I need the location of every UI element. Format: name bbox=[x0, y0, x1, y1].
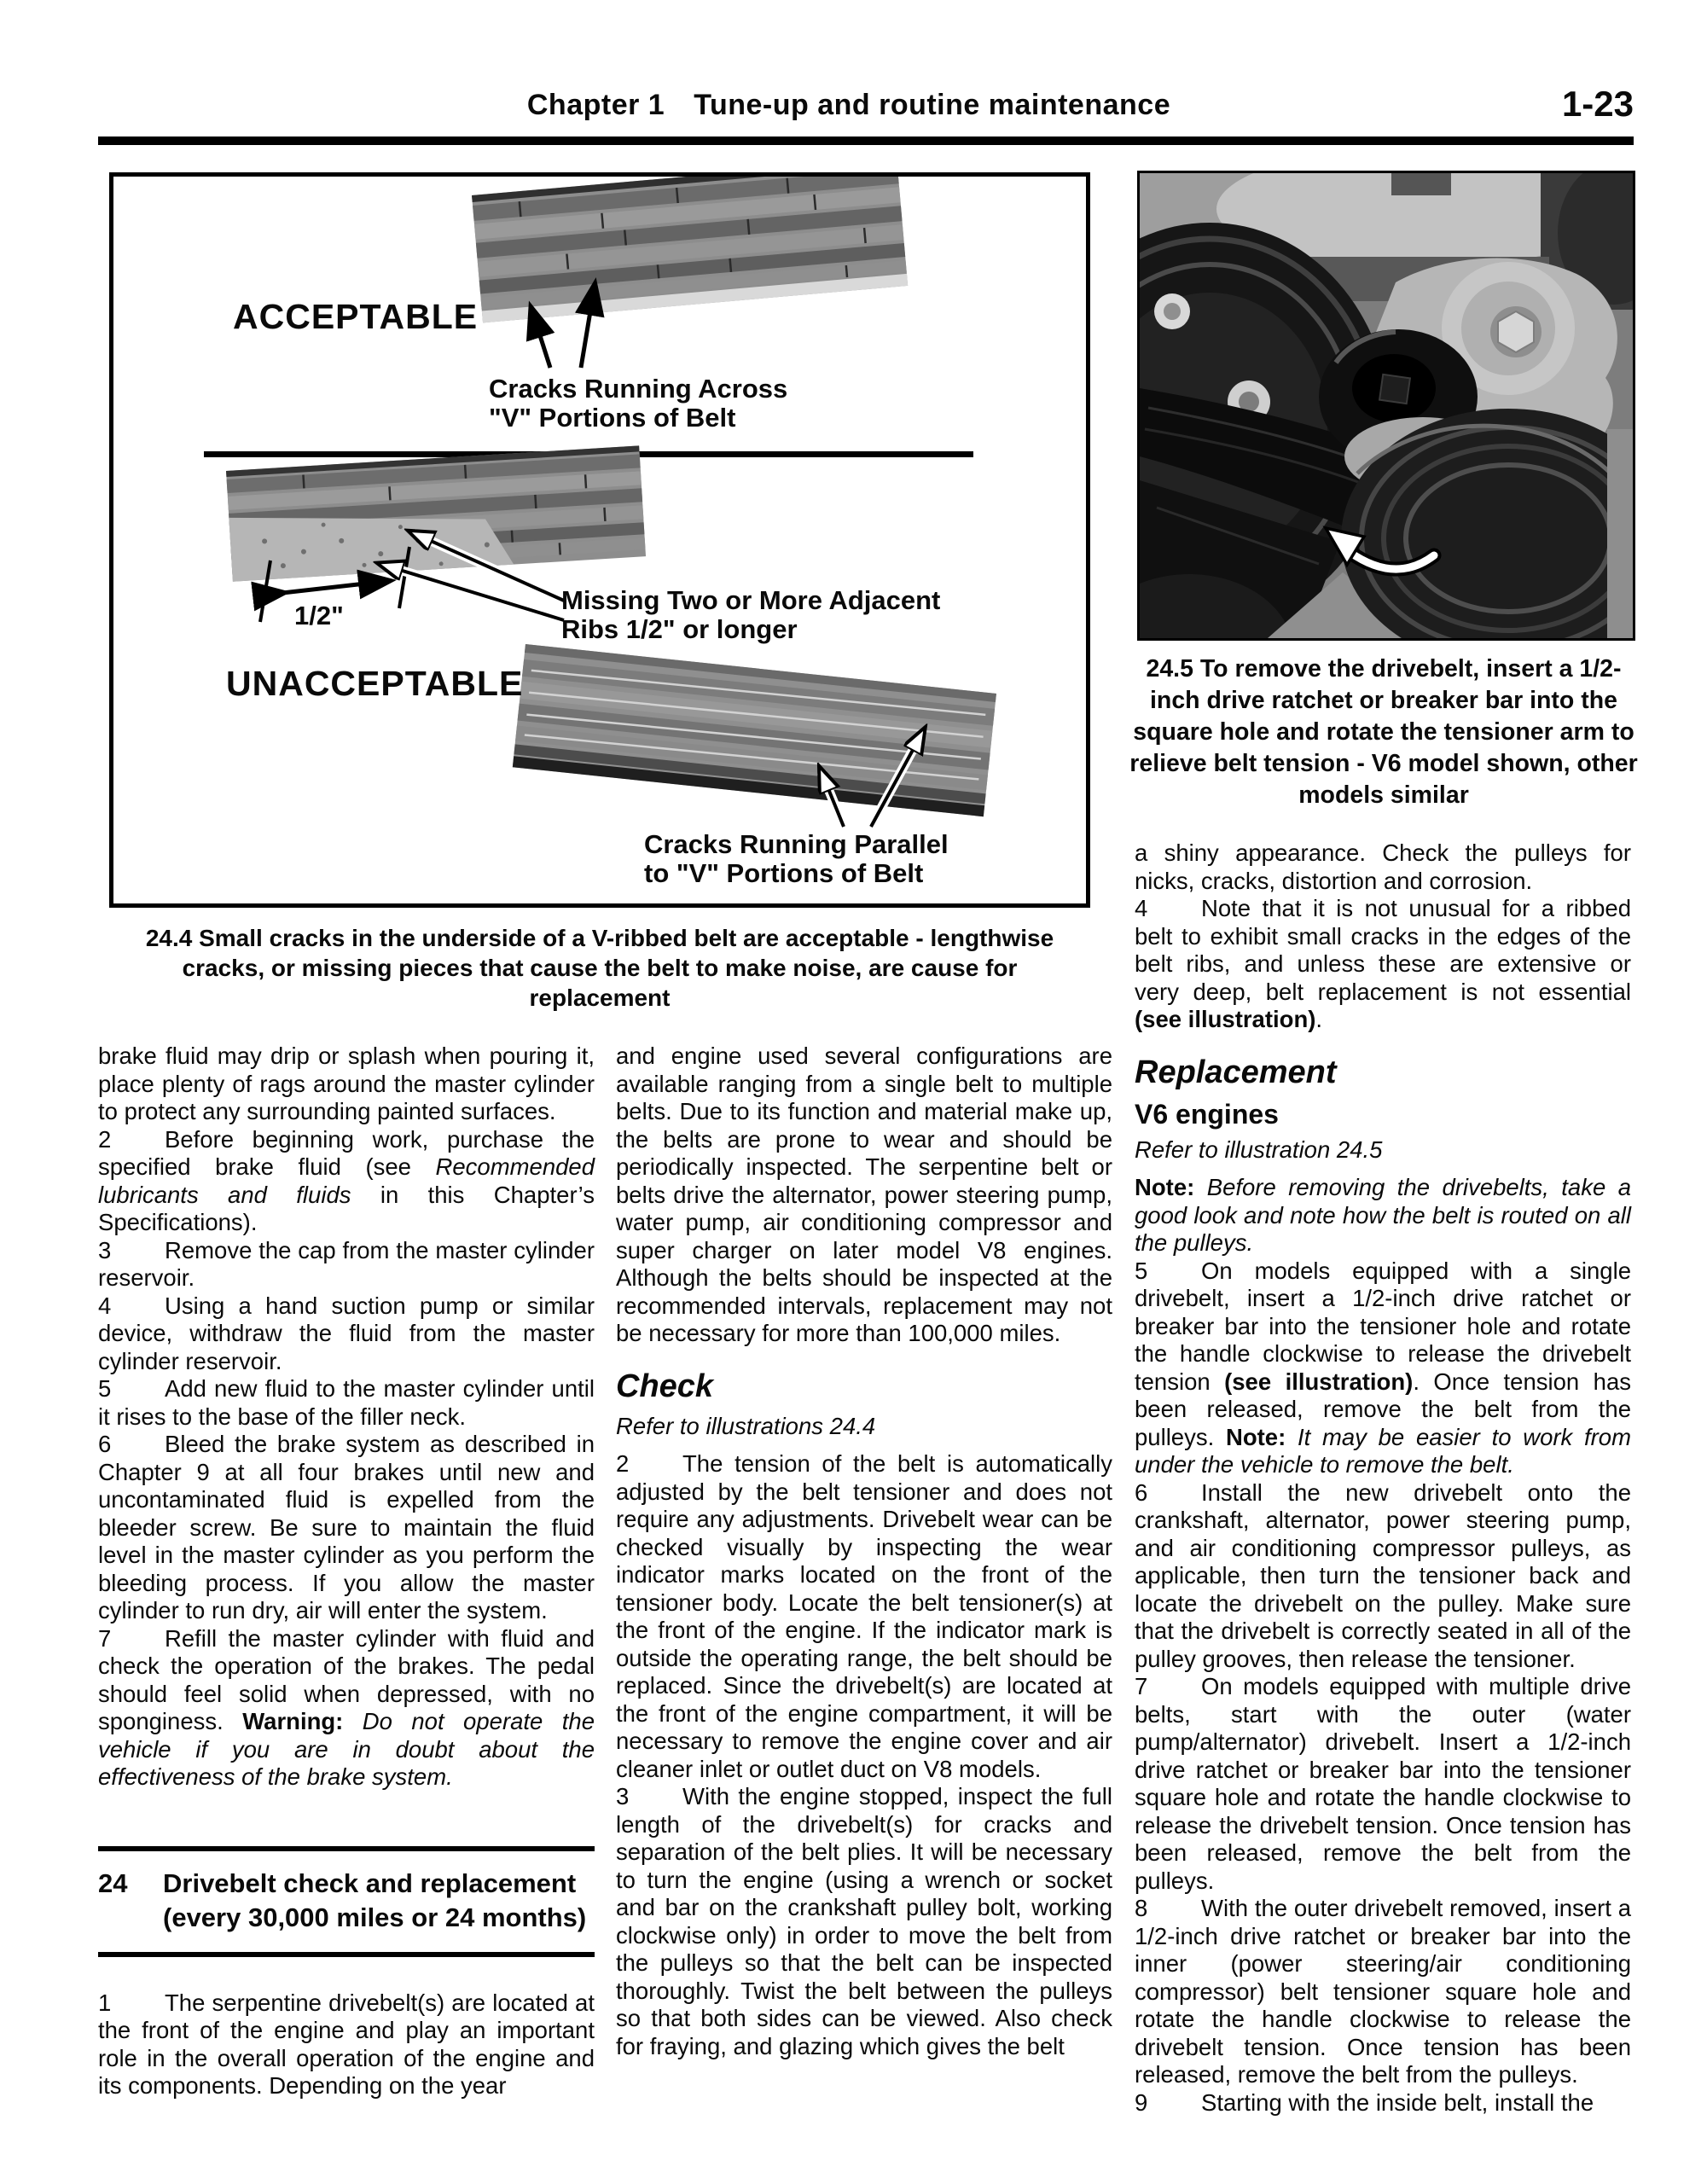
paragraph: brake fluid may drip or splash when pouring it, place plenty of rags around the master cylinder to protect any surrounding painted surfaces. bbox=[98, 1043, 595, 1124]
paragraph: 4 Note that it is not unusual for a ribbed belt to exhibit small cracks in the edges of the belt ribs, and unless these are extensive or very deep, belt replacement is not essential (see illustration). bbox=[1135, 895, 1631, 1032]
header-title bbox=[252, 89, 1446, 122]
header-rule bbox=[98, 136, 1634, 145]
refer-note: Refer to illustrations 24.4 bbox=[616, 1412, 876, 1439]
paragraph: 6 Install the new drivebelt onto the crankshaft, alternator, power steering pump, and air conditioning compressor pulleys, as applicable, then turn the tensioner back and locate the drivebelt on the pulley. Make sure that the drivebelt is correctly seated in all of the pulley grooves, then release the tensioner. bbox=[1135, 1478, 1631, 1672]
figure-24-5 bbox=[1137, 171, 1635, 641]
caption-24-4: 24.4 Small cracks in the underside of a V-ribbed belt are acceptable - lengthwise cracks, or missing pieces that cause the belt to make noise, are cause for replacement bbox=[145, 925, 1054, 1011]
paragraph: 2 The tension of the belt is automatically adjusted by the belt tensioner and does not require any adjustments. Drivebelt wear can be checked visually by inspecting the wear indicator marks located on the front of the tensioner body. Locate the belt tensioner(s) at the front of the engine. If the indicator mark is outside the operating range, the belt should be replaced. Since the drivebelt(s) are located at the front of the engine compartment, it will be necessary to remove the engine cover and air cleaner inlet or outlet duct on V8 models. bbox=[616, 1450, 1112, 1782]
paragraph: a shiny appearance. Check the pulleys for nicks, cracks, distortion and corrosion. bbox=[1135, 839, 1631, 894]
paragraph: 5 On models equipped with a single drivebelt, insert a 1/2-inch drive ratchet or breaker bar into the tensioner hole and rotate the handle clockwise to release the drivebelt tension (see illustration). Once tension has been released, remove the belt from the pulleys. Note: It may be easier to work from under the vehicle to remove the belt. bbox=[1135, 1257, 1631, 1478]
middle-column bbox=[616, 1043, 1112, 2060]
section-heading bbox=[98, 1846, 595, 1957]
step-number: 5 bbox=[98, 1375, 112, 1402]
page-header bbox=[98, 84, 1634, 128]
label-missing-ribs-2: Ribs 1/2" or longer bbox=[561, 614, 798, 644]
label-cracks-across-1: Cracks Running Across bbox=[489, 374, 788, 404]
belt-acceptable bbox=[472, 177, 908, 322]
label-cracks-parallel-1: Cracks Running Parallel bbox=[644, 829, 949, 859]
paragraph: 7 On models equipped with multiple drive belts, start with the outer (water pump/alternator) drivebelt. Insert a 1/2-inch drive ratchet or breaker bar into the tensioner square hole and rotate the handle clockwise to release the drivebelt tension. Once tension has been released, remove the belt from the pulleys. bbox=[1135, 1673, 1631, 1894]
paragraph: 5 Add new fluid to the master cylinder until it rises to the base of the filler neck. bbox=[98, 1375, 595, 1430]
chapter-title: Tune-up and routine maintenance bbox=[694, 89, 1171, 121]
paragraph: and engine used several configurations are available ranging from a single belt to multiple belts. Due to its function and material make up, the belts are prone to wear and should be periodically inspected. The serpentine belt or belts drive the alternator, power steering pump, water pump, air conditioning compressor and super charger on later model V8 engines. Although the belts should be inspected at the recommended intervals, replacement may not be necessary for more than 100,000 miles. bbox=[616, 1043, 1112, 1346]
step-number: 3 bbox=[616, 1783, 630, 1809]
left-column bbox=[98, 1043, 595, 2100]
step-number: 2 bbox=[616, 1450, 630, 1477]
belt-missing-ribs bbox=[226, 445, 646, 581]
paragraph: Note: Before removing the drivebelts, take a good look and note how the belt is routed on all the pulleys. bbox=[1135, 1174, 1631, 1256]
subsection-heading: Check bbox=[616, 1368, 714, 1404]
drivebelt-photo bbox=[1140, 173, 1633, 638]
caption-24-5: 24.5 To remove the drivebelt, insert a 1/2-inch drive ratchet or breaker bar into the square hole and rotate the tensioner arm to relieve belt tension - V6 model shown, other models similar bbox=[1129, 655, 1638, 809]
page-number: 1-23 bbox=[1561, 84, 1634, 124]
step-number: 7 bbox=[98, 1624, 112, 1652]
chapter-label: Chapter 1 bbox=[526, 89, 665, 121]
belt-illustration bbox=[113, 177, 1086, 903]
label-acceptable: ACCEPTABLE bbox=[233, 297, 479, 336]
label-missing-ribs-1: Missing Two or More Adjacent bbox=[561, 585, 941, 615]
label-cracks-parallel-2: to "V" Portions of Belt bbox=[644, 858, 924, 888]
refer-note: Refer to illustration 24.5 bbox=[1135, 1136, 1383, 1163]
paragraph: 6 Bleed the brake system as described in Chapter 9 at all four brakes until new and uncontaminated fluid is expelled from the bleeder screw. Be sure to maintain the fluid level in the master cylinder as you perform the bleeding process. If you allow the master cylinder to run dry, air will enter the system. bbox=[98, 1431, 595, 1623]
subsection-heading: Replacement bbox=[1135, 1054, 1337, 1090]
paragraph: 9 Starting with the inside belt, install the bbox=[1135, 2088, 1594, 2116]
step-number: 2 bbox=[98, 1125, 112, 1153]
paragraph: 2 Before beginning work, purchase the specified brake fluid (see Recommended lubricants and fluids in this Chapter’s Specifications). bbox=[98, 1125, 595, 1235]
label-cracks-across-2: "V" Portions of Belt bbox=[489, 403, 736, 433]
step-number: 4 bbox=[1135, 895, 1148, 921]
step-number: 8 bbox=[1135, 1895, 1148, 1921]
paragraph: 1 The serpentine drivebelt(s) are located at the front of the engine and play an important role in the overall operation of the engine and its components. Depending on the year bbox=[98, 1989, 595, 2099]
paragraph: 3 Remove the cap from the master cylinder reservoir. bbox=[98, 1236, 595, 1291]
label-half-inch: 1/2" bbox=[294, 601, 344, 630]
step-number: 7 bbox=[1135, 1673, 1148, 1699]
label-unacceptable: UNACCEPTABLE bbox=[226, 664, 524, 703]
step-number: 6 bbox=[1135, 1478, 1148, 1506]
step-number: 4 bbox=[98, 1292, 112, 1319]
section-number: 24 bbox=[98, 1867, 128, 1898]
step-number: 6 bbox=[98, 1431, 112, 1457]
paragraph: 7 Refill the master cylinder with fluid and check the operation of the brakes. The pedal should feel solid when depressed, with no sponginess. Warning: Do not operate the vehicle if you are in doubt about the effectiveness of the brake system. bbox=[98, 1624, 595, 1790]
step-number: 1 bbox=[98, 1989, 112, 2016]
right-column bbox=[1135, 839, 1631, 2117]
section-title: Drivebelt check and replacement (every 30,000 miles or 24 months) bbox=[163, 1867, 587, 1932]
paragraph: 3 With the engine stopped, inspect the full length of the drivebelt(s) for cracks and separation of the belt plies. It will be necessary to turn the engine (using a wrench or socket and bar on the crankshaft pulley bolt, working clockwise only) in order to move the belt from the pulleys so that the belt can be inspected thoroughly. Twist the belt between the pulleys so that both sides can be viewed. Also check for fraying, and glazing which gives the belt bbox=[616, 1783, 1112, 2059]
belt-parallel-cracks bbox=[513, 644, 996, 816]
engine-heading: V6 engines bbox=[1135, 1098, 1279, 1130]
step-number: 9 bbox=[1135, 2088, 1148, 2116]
paragraph: 8 With the outer drivebelt removed, insert a 1/2-inch drive ratchet or breaker bar into the inner (power steering/air conditioning compressor) belt tensioner square hole and rotate the handle clockwise to release the drivebelt tension. Once tension has been released, remove the belt from the pulleys. bbox=[1135, 1895, 1631, 2088]
step-number: 3 bbox=[98, 1236, 112, 1263]
step-number: 5 bbox=[1135, 1257, 1148, 1284]
paragraph: 4 Using a hand suction pump or similar device, withdraw the fluid from the master cylinder reservoir. bbox=[98, 1292, 595, 1374]
figure-24-4 bbox=[109, 172, 1090, 908]
